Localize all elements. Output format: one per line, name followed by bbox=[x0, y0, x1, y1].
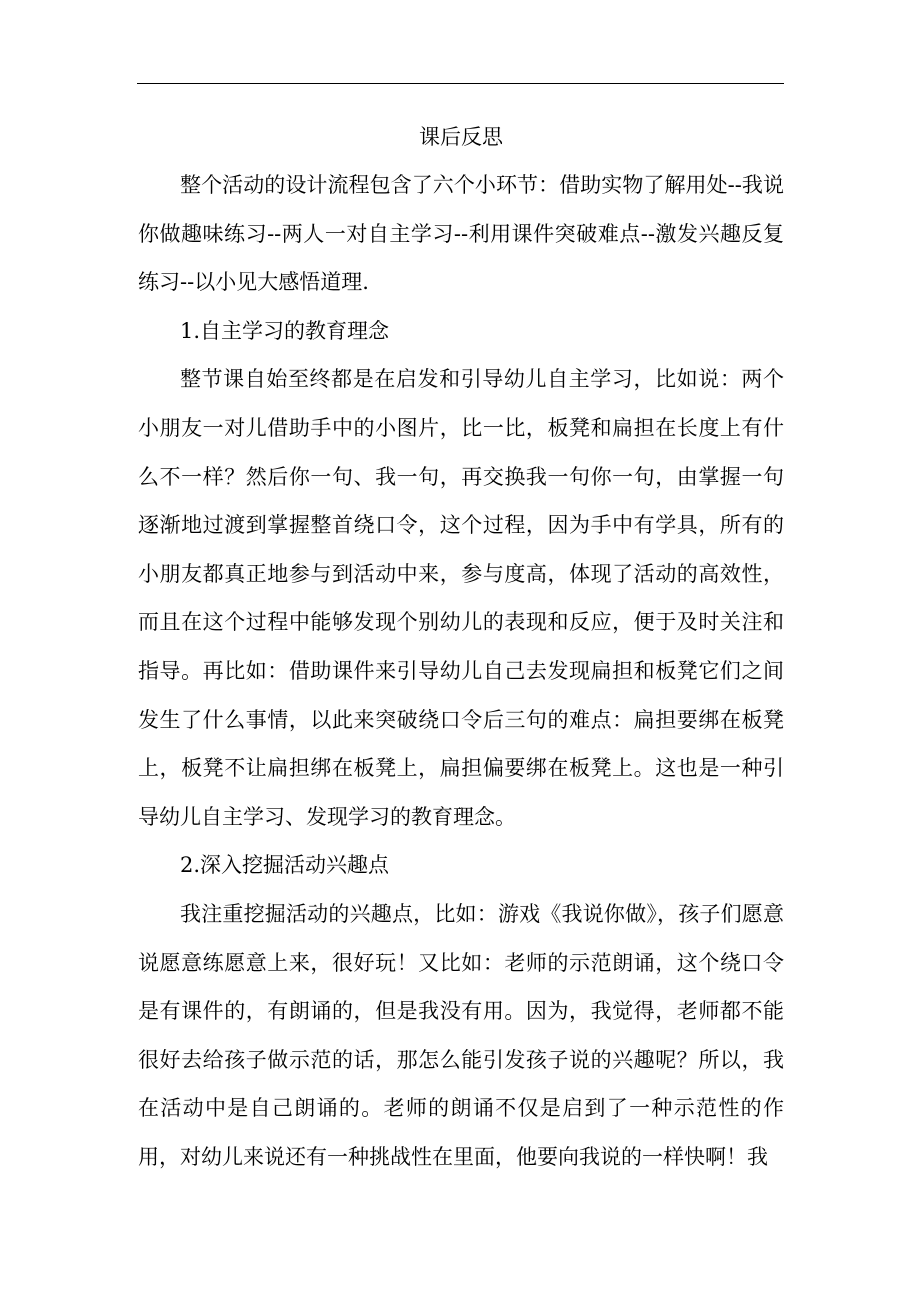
paragraph-section-1: 整节课自始至终都是在启发和引导幼儿自主学习，比如说：两个小朋友一对儿借助手中的小图片，比一比，板凳和扁担在长度上有什么不一样？然后你一句、我一句，再交换我一句你一句，由掌握一句逐渐地过渡到掌握整首绕口令，这个过程，因为手中有学具，所有的小朋友都真正地参与到活动中来，参与度高，体现了活动的高效性，而且在这个过程中能够发现个别幼儿的表现和反应，便于及时关注和指导。再比如：借助课件来引导幼儿自己去发现扁担和板凳它们之间发生了什么事情，以此来突破绕口令后三句的难点：扁担要绑在板凳上，板凳不让扁担绑在板凳上，扁担偏要绑在板凳上。这也是一种引导幼儿自主学习、发现学习的教育理念。 bbox=[138, 367, 784, 829]
section-heading-2: 2.深入挖掘活动兴趣点 bbox=[180, 853, 390, 878]
paragraph-section-2: 我注重挖掘活动的兴趣点，比如：游戏《我说你做》，孩子们愿意说愿意练愿意上来，很好玩！又比如：老师的示范朗诵，这个绕口令是有课件的，有朗诵的，但是我没有用。因为，我觉得，老师都不能很好去给孩子做示范的话，那怎么能引发孩子说的兴趣呢？所以，我在活动中是自己朗诵的。老师的朗诵不仅是启到了一种示范性的作用，对幼儿来说还有一种挑战性在里面，他要向我说的一样快啊！我 bbox=[138, 901, 784, 1169]
paragraph-intro: 整个活动的设计流程包含了六个小环节：借助实物了解用处--我说你做趣味练习--两人一对自主学习--利用课件突破难点--激发兴趣反复练习--以小见大感悟道理. bbox=[138, 173, 784, 295]
document-body bbox=[138, 113, 784, 1181]
section-heading-1: 1.自主学习的教育理念 bbox=[180, 318, 390, 343]
header-rule bbox=[137, 83, 784, 84]
page-title: 课后反思 bbox=[419, 125, 503, 149]
